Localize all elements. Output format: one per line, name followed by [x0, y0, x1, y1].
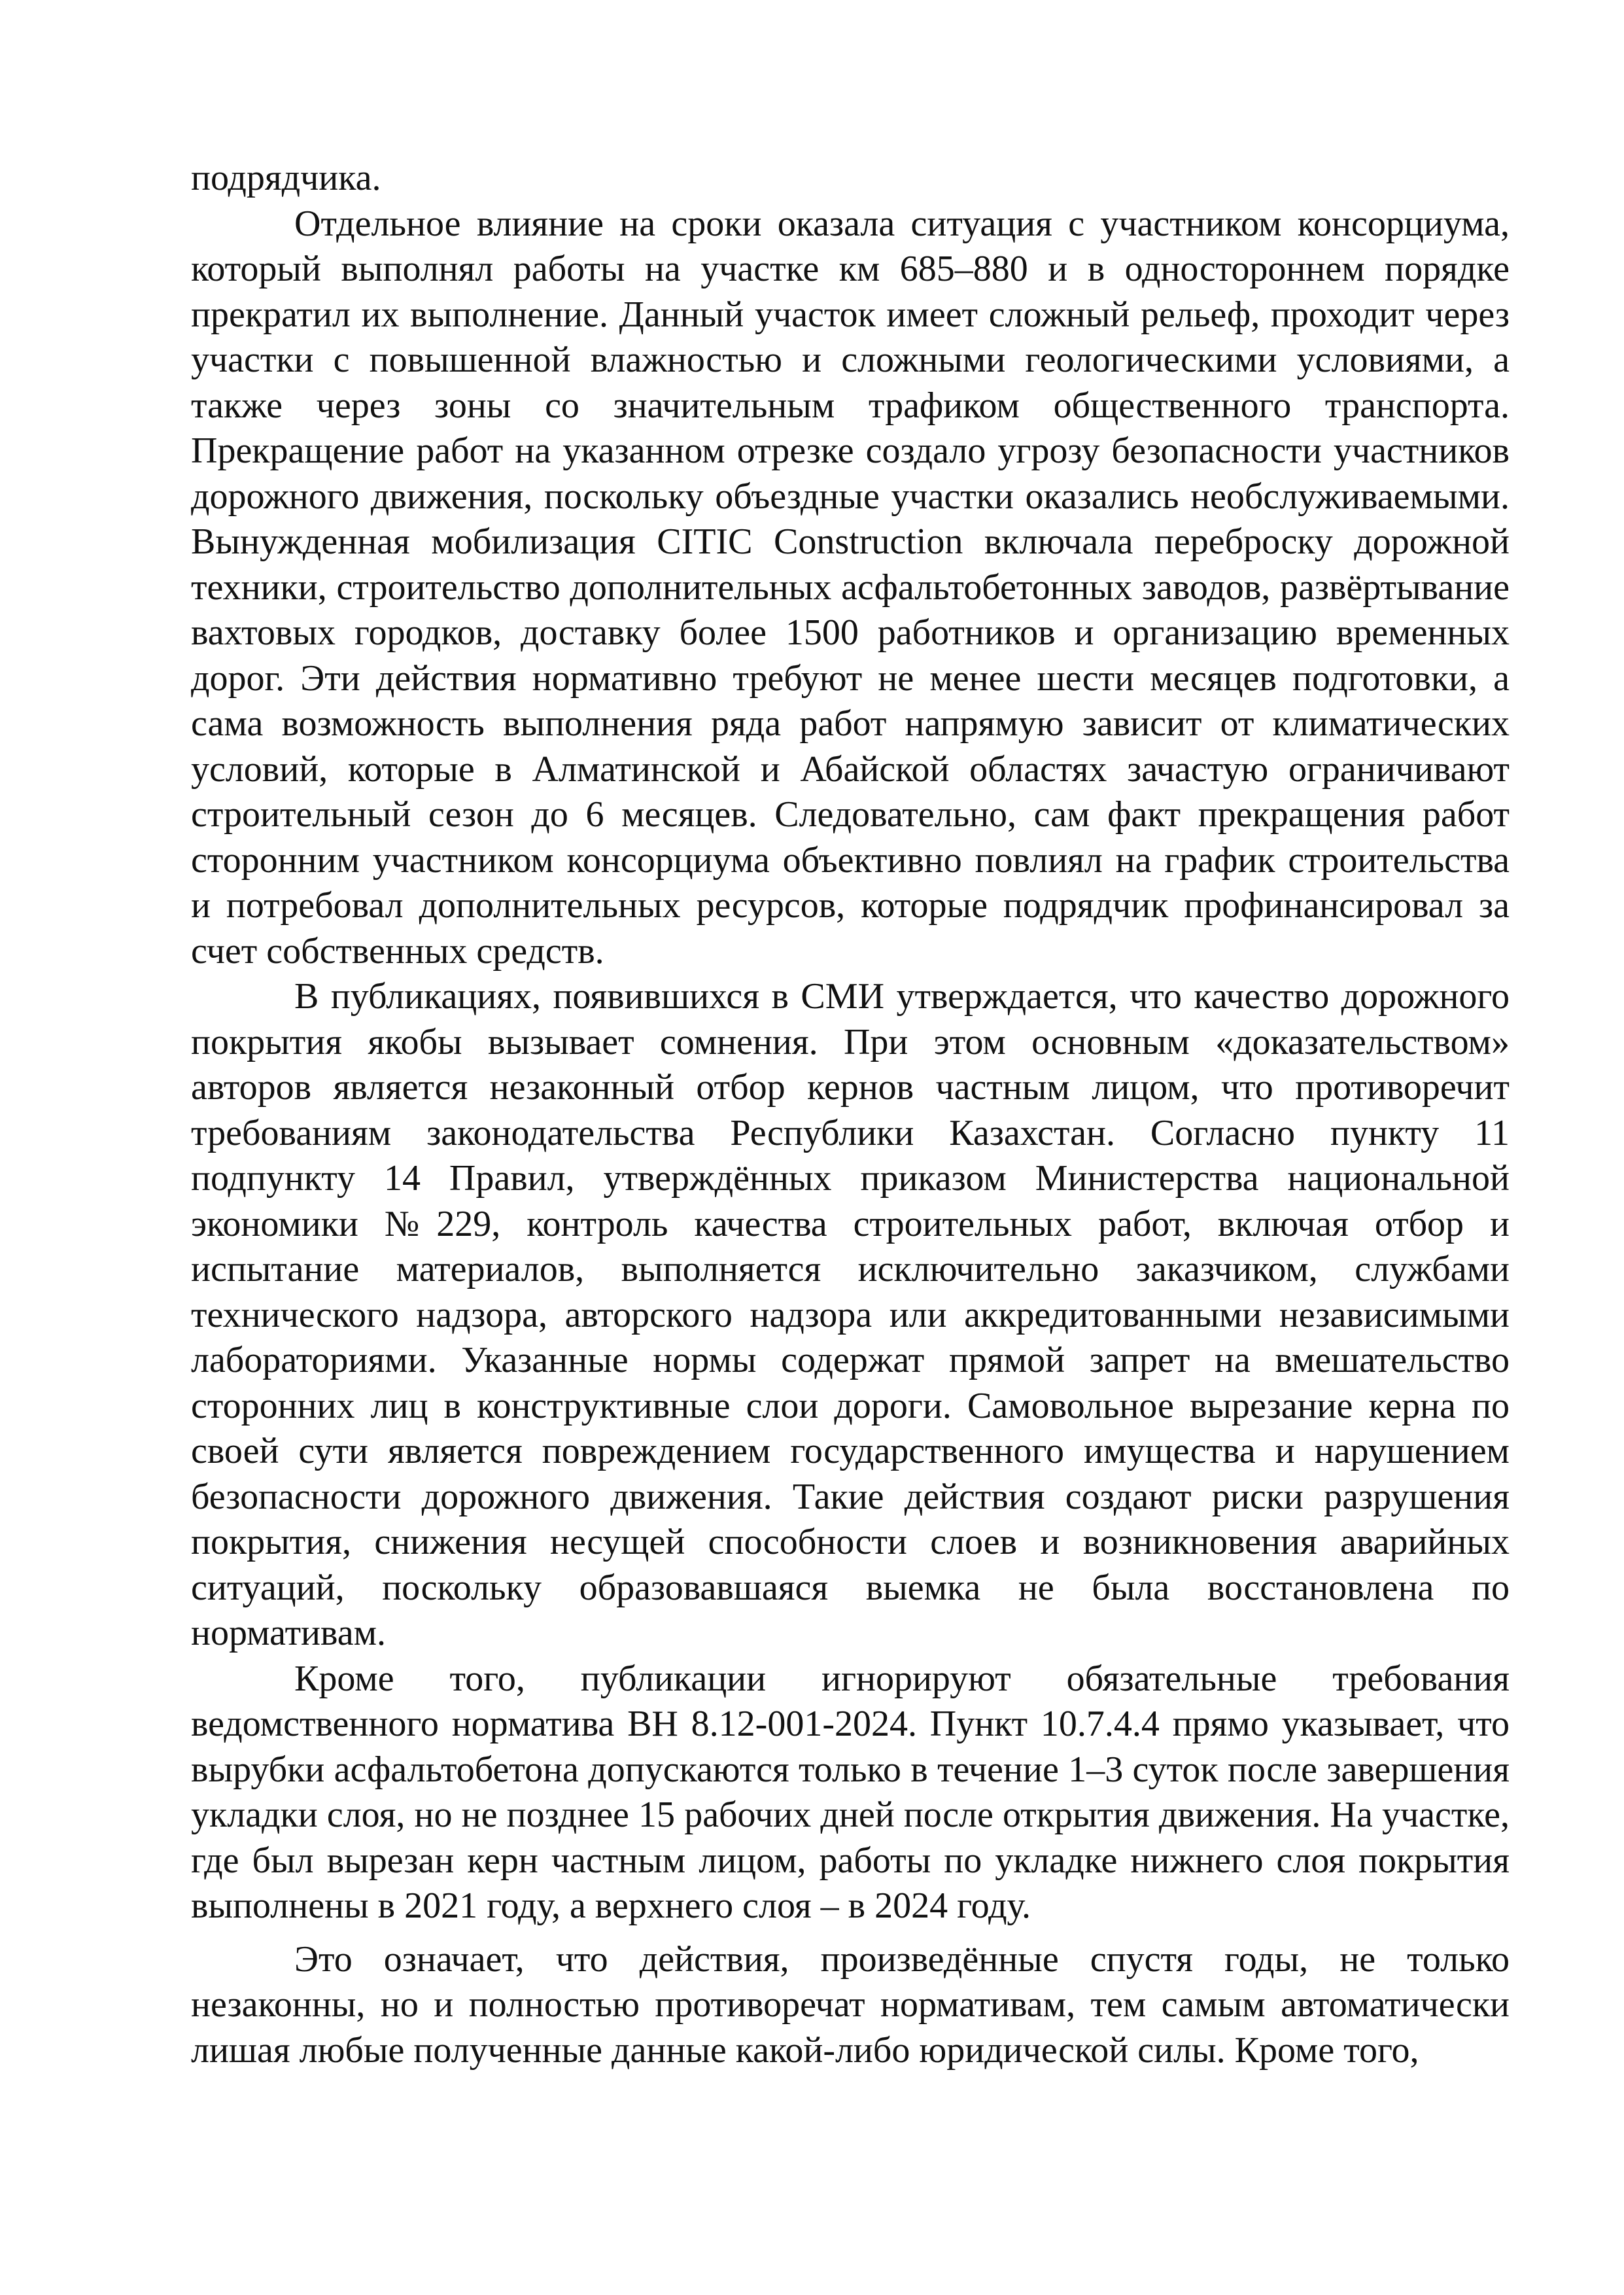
paragraph-media-publications: В публикациях, появившихся в СМИ утверждается, что качество дорожного покрытия якобы вызывает сомнения. При этом основным «доказательством» авторов является незаконный отбор кернов частным лицом, что противоречит требованиям законодательства Республики Казахстан. Согласно пункту 11 подпункту 14 Правил, утверждённых приказом Министерства национальной экономики №229, контроль качества строительных работ, включая отбор и испытание материалов, выполняется исключительно заказчиком, службами технического надзора, авторского надзора или аккредитованными независимыми лабораториями. Указанные нормы содержат прямой запрет на вмешательство сторонних лиц в конструктивные слои дороги. Самовольное вырезание керна по своей сути является повреждением государственного имущества и нарушением безопасности дорожного движения. Такие действия создают риски разрушения покрытия, снижения несущей способности слоев и возникновения аварийных ситуаций, поскольку образовавшаяся выемка не была восстановлена по нормативам. — [191, 976, 1510, 1653]
document-body — [191, 156, 1510, 2073]
paragraph-consortium-situation: Отдельное влияние на сроки оказала ситуация с участником консорциума, который выполнял работы на участке км 685–880 и в одностороннем порядке прекратил их выполнение. Данный участок имеет сложный рельеф, проходит через участки с повышенной влажностью и сложными геологическими условиями, а также через зоны со значительным трафиком общественного транспорта. Прекращение работ на указанном отрезке создало угрозу безопасности участников дорожного движения, поскольку объездные участки оказались необслуживаемыми. Вынужденная мобилизация CITIC Construction включала переброску дорожной техники, строительство дополнительных асфальтобетонных заводов, развёртывание вахтовых городков, доставку более 1500 работников и организацию временных дорог. Эти действия нормативно требуют не менее шести месяцев подготовки, а сама возможность выполнения ряда работ напрямую зависит от климатических условий, которые в Алматинской и Абайской областях зачастую ограничивают строительный сезон до 6 месяцев. Следовательно, сам факт прекращения работ сторонним участником консорциума объективно повлиял на график строительства и потребовал дополнительных ресурсов, которые подрядчик профинансировал за счет собственных средств. — [191, 203, 1510, 972]
paragraph-departmental-norm: Кроме того, публикации игнорируют обязательные требования ведомственного норматива ВН 8.12-001-2024. Пункт 10.7.4.4 прямо указывает, что вырубки асфальтобетона допускаются только в течение 1–3 суток после завершения укладки слоя, но не позднее 15 рабочих дней после открытия движения. На участке, где был вырезан керн частным лицом, работы по укладке нижнего слоя покрытия выполнены в 2021 году, а верхнего слоя – в 2024 году. — [191, 1658, 1510, 1926]
paragraph-continuation: подрядчика. — [191, 158, 381, 198]
paragraph-conclusion: Это означает, что действия, произведённые спустя годы, не только незаконны, но и полностью противоречат нормативам, тем самым автоматически лишая любые полученные данные какой-либо юридической силы. Кроме того, — [191, 1938, 1510, 2071]
